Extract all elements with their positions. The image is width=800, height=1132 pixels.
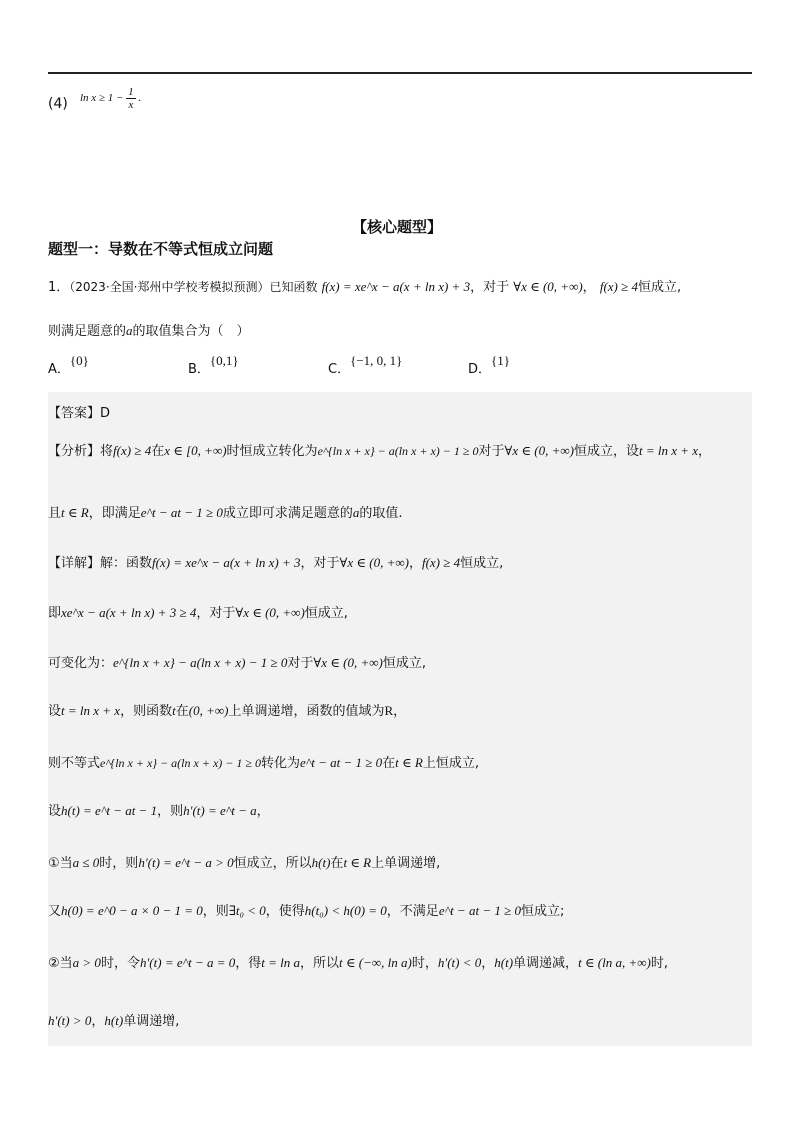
detail-line-6 [48, 800, 270, 819]
math: t ∈ R [61, 505, 89, 520]
math: x ∈ [0, +∞) [164, 443, 227, 458]
text: 又 [48, 904, 62, 919]
math: h′(t) > 0 [48, 1013, 92, 1028]
text: 单调递增, [123, 1014, 180, 1029]
math: f(x) ≥ 4 [113, 443, 152, 458]
math: t ∈ R [395, 755, 423, 770]
text: ②当 [48, 956, 73, 971]
variable-a: a [126, 323, 133, 338]
option-label: D． [468, 362, 492, 377]
text: 上单调递增，函数的值域为 [228, 704, 385, 719]
text: 的取值集合为（ ） [132, 324, 250, 339]
domain-condition: ∀x ∈ (0, +∞) [513, 279, 583, 294]
option-d[interactable] [468, 353, 510, 377]
text: ，则 [202, 904, 229, 919]
text: 在 [175, 704, 189, 719]
math: f(x) ≥ 4 [421, 555, 461, 570]
text: 恒成立，设 [573, 444, 639, 459]
text: 恒成立, [304, 606, 348, 621]
question-line-1 [48, 276, 681, 295]
answer-line: 【答案】D [48, 406, 111, 421]
math: (0, +∞) [188, 703, 229, 718]
text: 恒成立, [638, 280, 682, 295]
option-label: B． [188, 362, 210, 377]
detail-line-8 [48, 900, 564, 919]
text: 时恒成立转化为 [226, 444, 318, 459]
function-definition: f(x) = xe^x − a(x + ln x) + 3 [321, 279, 471, 294]
text: ，则函数 [120, 704, 173, 719]
text: 上恒成立, [422, 756, 479, 771]
math: R [384, 703, 394, 718]
text: ，得 [235, 956, 262, 971]
math: t = ln x + x [638, 443, 699, 458]
math: ∀x ∈ (0, +∞) [313, 655, 383, 670]
detail-line-5 [48, 752, 479, 771]
math: a [352, 505, 360, 520]
math: h(t) [311, 855, 331, 870]
option-a[interactable] [48, 353, 89, 377]
text: 恒成立, [460, 556, 504, 571]
text: 时，则 [99, 856, 139, 871]
text: 恒成立，所以 [233, 856, 312, 871]
math: ∀x ∈ (0, +∞) [504, 443, 574, 458]
math: h(0) = e^0 − a × 0 − 1 = 0 [61, 903, 203, 918]
text: 成立即可求满足题意的 [222, 506, 353, 521]
option-value: {0} [69, 353, 89, 368]
fraction-denominator: x [128, 99, 134, 111]
question-source: （2023·全国·郑州中学校考模拟预测）已知函数 [69, 280, 318, 294]
text: ，使得 [265, 904, 305, 919]
option-label: A． [48, 362, 70, 377]
text: ，不满足 [386, 904, 439, 919]
math: e^t − at − 1 ≥ 0 [140, 505, 223, 520]
item-4-label: (4) [48, 96, 68, 112]
header-rule [48, 72, 752, 74]
math: h′(t) < 0 [437, 955, 482, 970]
text: 且 [48, 506, 62, 521]
item-4-end: . [138, 92, 142, 105]
text: ， [393, 704, 407, 719]
item-4-fraction [126, 86, 136, 111]
math: e^t − at − 1 ≥ 0 [438, 903, 521, 918]
text: 对于 [478, 444, 505, 459]
text: 上单调递增, [371, 856, 441, 871]
text: 时, [650, 956, 668, 971]
math: h(t) [494, 955, 514, 970]
detail-label: 【详解】解：函数 [48, 556, 153, 571]
option-value: {1} [491, 353, 510, 368]
analysis-line-1 [48, 440, 711, 459]
text: ，对于 [196, 606, 236, 621]
text: 设 [48, 704, 62, 719]
text: 恒成立, [382, 656, 426, 671]
text: ， [256, 804, 270, 819]
analysis-line-2 [48, 502, 403, 521]
text: 时，令 [100, 956, 140, 971]
detail-line-1 [48, 552, 503, 571]
math: h′(t) = e^t − a [183, 803, 257, 818]
text: ，则 [157, 804, 184, 819]
text: 在 [382, 756, 396, 771]
detail-line-2 [48, 602, 348, 621]
text: ， [698, 444, 712, 459]
text: 恒成立; [520, 904, 565, 919]
text: 转化为 [260, 756, 300, 771]
math: h(t₀) < h(0) = 0 [304, 903, 387, 918]
text: ①当 [48, 856, 73, 871]
text: 在 [330, 856, 344, 871]
detail-line-7 [48, 852, 440, 871]
math: e^{ln x + x} − a(ln x + x) − 1 ≥ 0 [113, 655, 288, 670]
math: a ≤ 0 [72, 855, 100, 870]
math: f(x) = xe^x − a(x + ln x) + 3 [152, 555, 301, 570]
math: xe^x − a(x + ln x) + 3 ≥ 4 [61, 605, 197, 620]
option-b[interactable] [188, 353, 239, 377]
math: ∃t₀ < 0 [228, 903, 266, 918]
text: 在 [151, 444, 165, 459]
text: 设 [48, 804, 62, 819]
inequality-condition: f(x) ≥ 4 [599, 279, 639, 294]
solution-box [48, 392, 752, 1046]
analysis-label: 【分析】将 [48, 444, 114, 459]
text: 的取值. [359, 506, 403, 521]
math: t ∈ (−∞, ln a) [339, 955, 412, 970]
section-title: 【核心题型】 [352, 218, 443, 236]
option-label: C． [328, 362, 351, 377]
text: 单调递减， [513, 956, 579, 971]
detail-line-10 [48, 1010, 179, 1029]
detail-line-9 [48, 952, 668, 971]
math: h′(t) = e^t − a = 0 [139, 955, 236, 970]
text: ，对于 [300, 556, 340, 571]
math: h(t) [104, 1013, 124, 1028]
text: ， [582, 280, 596, 295]
text: ， [408, 556, 422, 571]
math: a > 0 [72, 955, 101, 970]
math: e^{ln x + x} − a(ln x + x) − 1 ≥ 0 [317, 444, 479, 458]
text: ， [481, 956, 495, 971]
math: ∀x ∈ (0, +∞) [235, 605, 305, 620]
option-value: {0,1} [209, 353, 239, 368]
text: ，所以 [300, 956, 340, 971]
text: ，对于 [470, 280, 510, 295]
text: ，即满足 [88, 506, 141, 521]
text: 则不等式 [48, 756, 101, 771]
text: ， [91, 1014, 105, 1029]
question-number: 1． [48, 280, 70, 295]
math: h(t) = e^t − at − 1 [61, 803, 158, 818]
fraction-numerator: 1 [128, 86, 134, 98]
math: t [172, 703, 176, 718]
detail-line-4 [48, 700, 406, 719]
item-4-lhs: ln x ≥ 1 − [80, 92, 124, 105]
math: ∀x ∈ (0, +∞) [339, 555, 409, 570]
math: t = ln x + x [61, 703, 121, 718]
math: h′(t) = e^t − a > 0 [138, 855, 234, 870]
math: t = ln a [261, 955, 301, 970]
math: e^t − at − 1 ≥ 0 [299, 755, 383, 770]
text: 可变化为： [48, 656, 114, 671]
option-value: {−1, 0, 1} [350, 353, 403, 368]
text: 即 [48, 606, 62, 621]
math: t ∈ (ln a, +∞) [578, 955, 651, 970]
text: 时， [411, 956, 438, 971]
option-c[interactable] [328, 353, 403, 377]
math: e^{ln x + x} − a(ln x + x) − 1 ≥ 0 [100, 756, 261, 770]
type-title: 题型一：导数在不等式恒成立问题 [48, 240, 274, 258]
question-line-2 [48, 320, 250, 339]
item-4-expression [80, 86, 141, 111]
math: t ∈ R [343, 855, 372, 870]
detail-line-3 [48, 652, 426, 671]
text: 对于 [287, 656, 314, 671]
text: 则满足题意的 [48, 324, 127, 339]
